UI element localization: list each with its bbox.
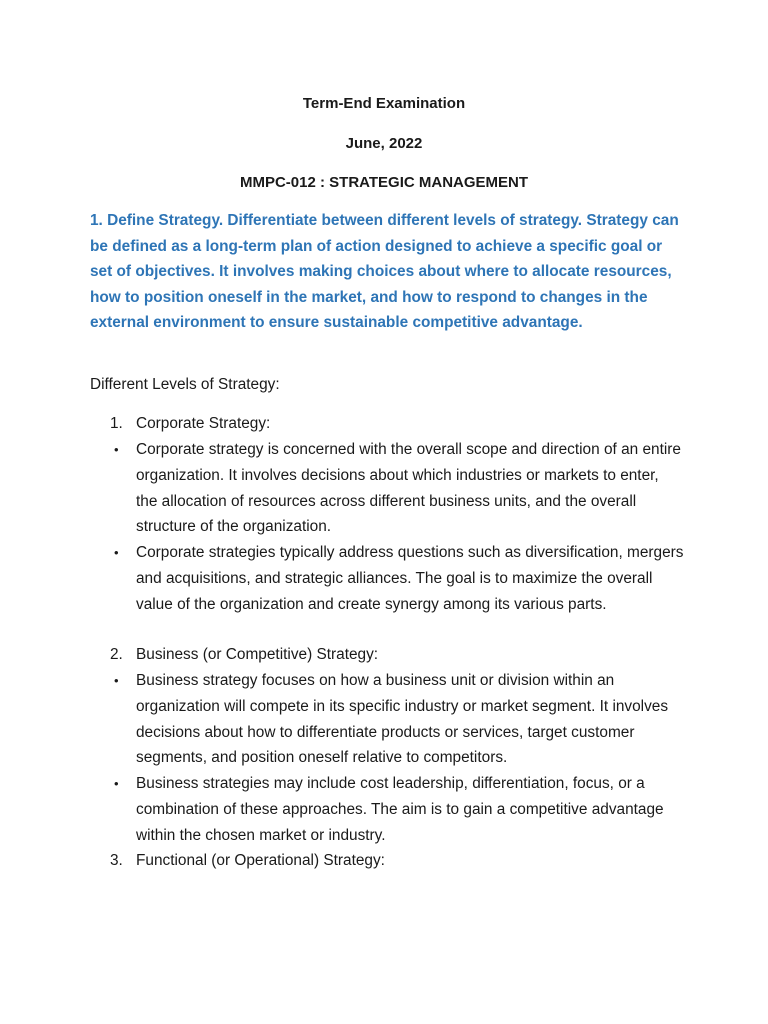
- exam-title: Term-End Examination: [302, 95, 466, 112]
- list-item: [114, 771, 684, 848]
- list-number: 2.: [110, 646, 123, 663]
- list-item-text: Business (or Competitive) Strategy:: [136, 646, 379, 663]
- list-item: [110, 411, 684, 437]
- levels-intro: Different Levels of Strategy:: [90, 376, 280, 393]
- list-item: [110, 848, 684, 874]
- list-item-text: Business strategy focuses on how a business unit or division within an organization will compete in its specific industry or market segment. It involves decisions about how to differentiate products or services, target customer segments, and position oneself relative to competitors.: [136, 672, 669, 767]
- bullet-icon: •: [114, 673, 119, 688]
- bullet-icon: •: [114, 776, 119, 791]
- list-item-text: Corporate Strategy:: [136, 415, 271, 432]
- bullet-icon: •: [114, 442, 119, 457]
- exam-date: June, 2022: [345, 135, 423, 152]
- list-item: [114, 668, 684, 771]
- list-item-text: Corporate strategy is concerned with the overall scope and direction of an entire organization. It involves decisions about which industries or markets to enter, the allocation of resources across different business units, and the overall structure of the organization.: [136, 441, 681, 536]
- list-item: [114, 437, 684, 540]
- list-item: [114, 540, 684, 617]
- bullet-icon: •: [114, 545, 119, 560]
- question-heading: 1. Define Strategy. Differentiate between different levels of strategy. Strategy can be defined as a long-term plan of action designed to achieve a specific goal or set of objectives. It involves making choices about where to allocate resources, how to position oneself in the market, and how to respond to changes in the external environment to ensure sustainable competitive advantage.: [90, 212, 679, 331]
- list-item: [110, 642, 684, 668]
- list-number: 3.: [110, 852, 123, 869]
- list-item-text: Functional (or Operational) Strategy:: [136, 852, 385, 869]
- list-item-text: Corporate strategies typically address questions such as diversification, mergers and acquisitions, and strategic alliances. The goal is to maximize the overall value of the organization and create synergy among its various parts.: [136, 544, 684, 613]
- list-number: 1.: [110, 415, 123, 432]
- course-title: MMPC-012 : STRATEGIC MANAGEMENT: [239, 174, 529, 191]
- list-item-text: Business strategies may include cost leadership, differentiation, focus, or a combination of these approaches. The aim is to gain a competitive advantage within the chosen market or industry.: [136, 775, 664, 844]
